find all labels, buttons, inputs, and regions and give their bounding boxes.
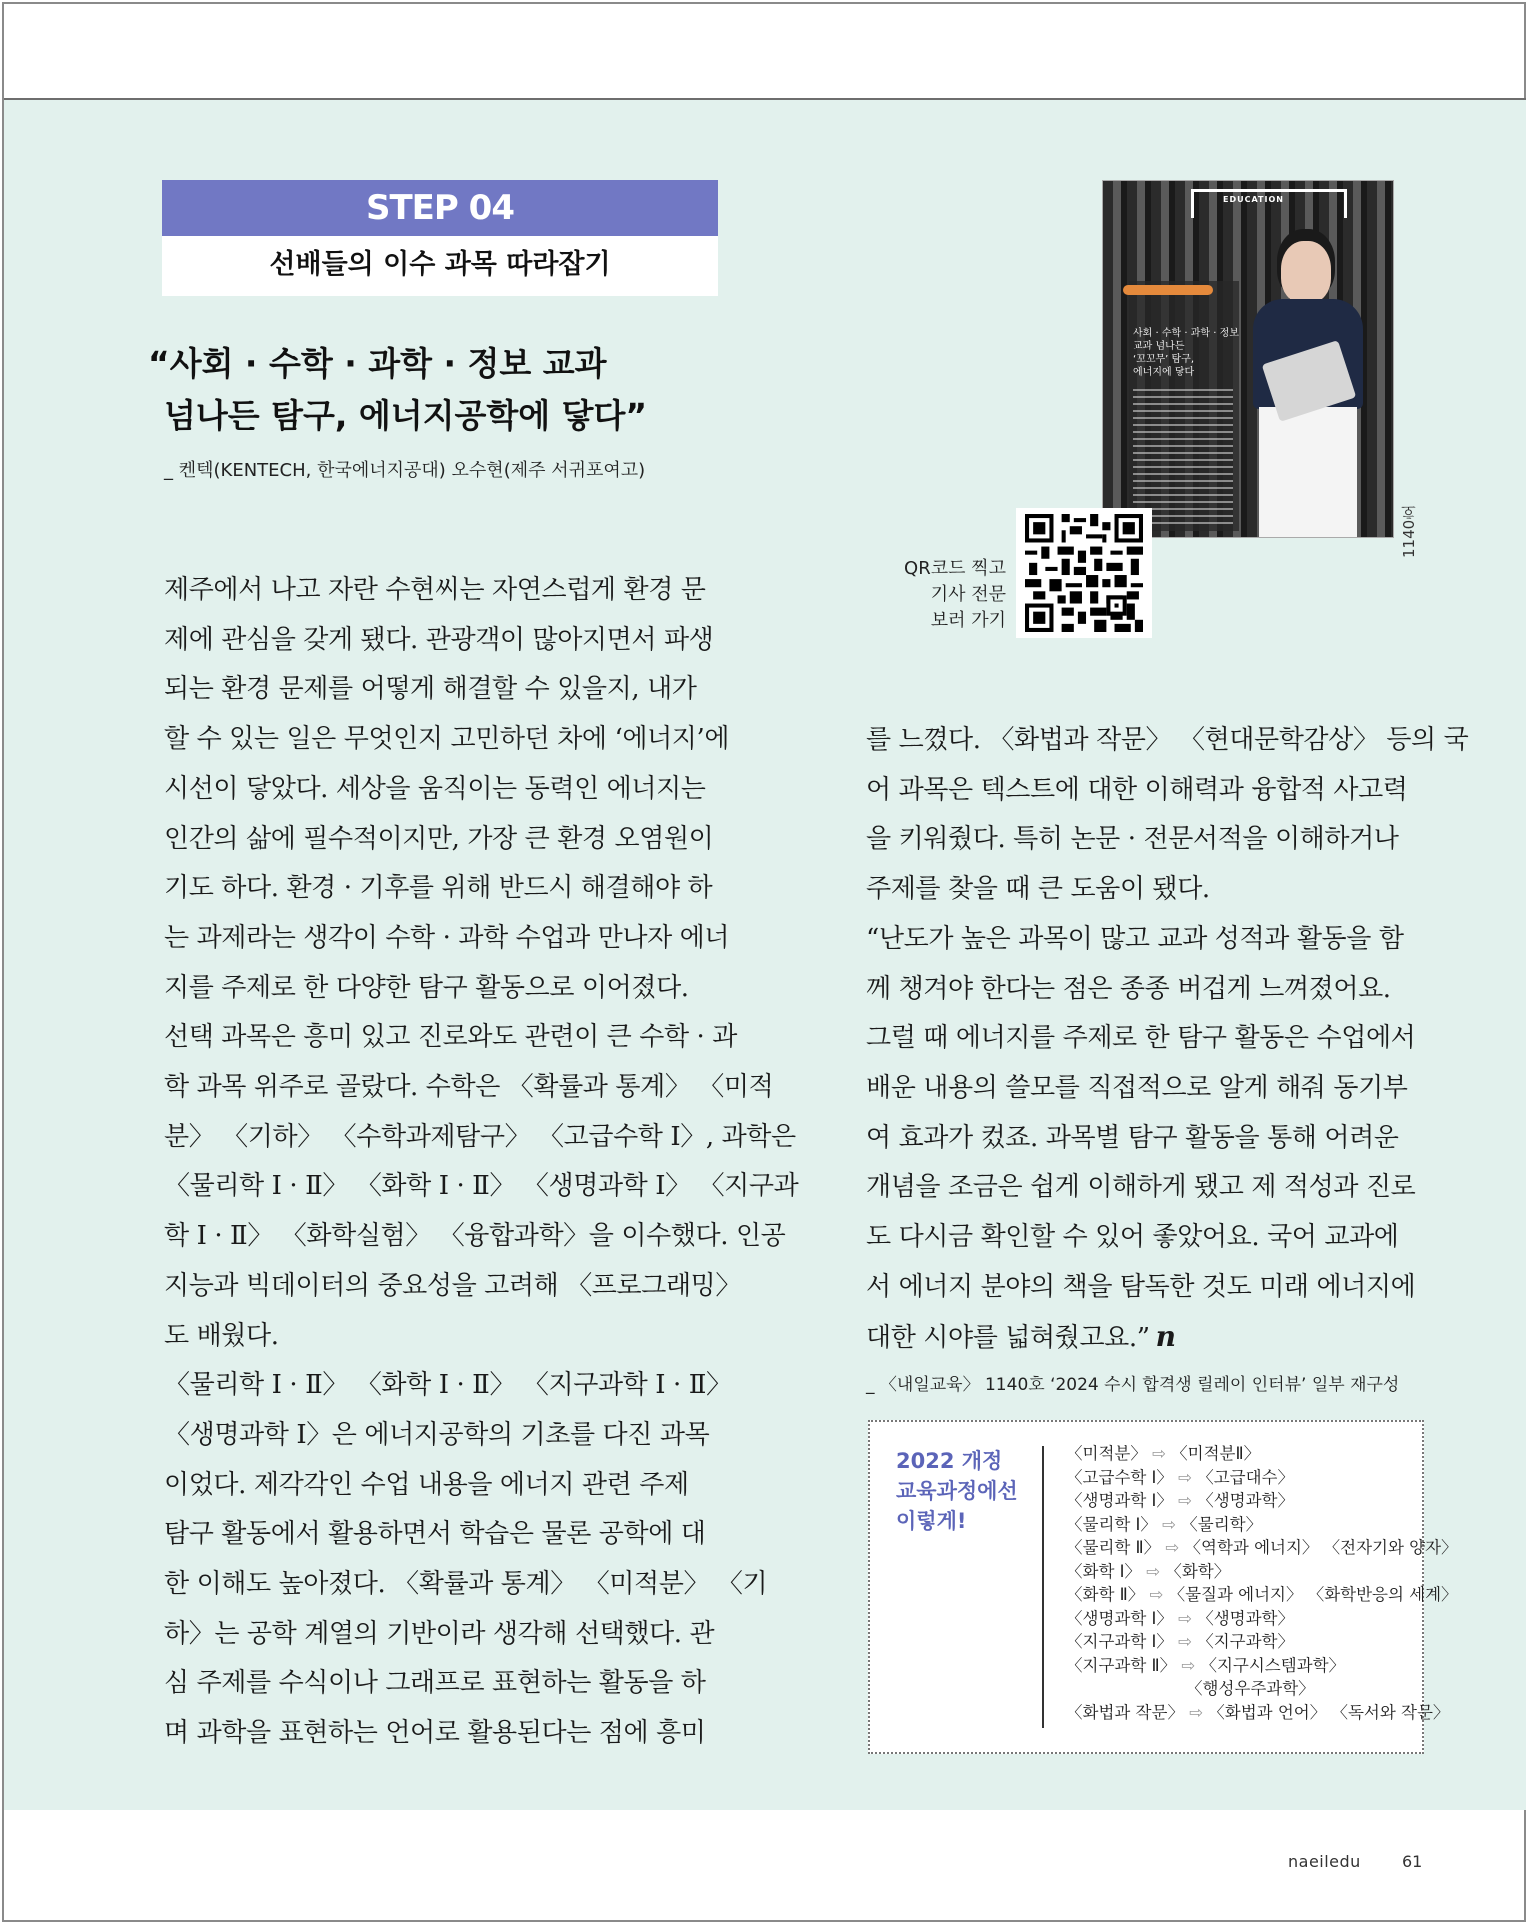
body-line: 탐구 활동에서 활용하면서 학습은 물론 공학에 대 [164,1519,706,1550]
arrow-right-icon: ⇨ [1172,1608,1198,1628]
body-line: 며 과학을 표현하는 언어로 활용된다는 점에 흥미 [164,1718,706,1749]
body-line: 학 과목 위주로 골랐다. 수학은 〈확률과 통계〉 〈미적 [164,1072,774,1103]
body-line: “난도가 높은 과목이 많고 교과 성적과 활동을 함 [866,923,1404,954]
arrow-right-icon: ⇨ [1144,1585,1169,1604]
arrow-right-icon: ⇨ [1146,1444,1172,1463]
cover-section-label: EDUCATION [1223,195,1284,204]
old-subject: 〈지구과학 Ⅱ〉 [1066,1655,1177,1675]
new-subject: 〈생명과학〉 [1197,1608,1294,1628]
cover-headline-line: ‘꼬꼬무’ 탐구, [1133,354,1195,365]
info-box-divider [1042,1446,1044,1728]
body-line: 기도 하다. 환경 · 기후를 위해 반드시 해결해야 하 [164,873,713,904]
body-line: 할 수 있는 일은 무엇인지 고민하던 차에 ‘에너지’에 [164,724,730,755]
headline-line-2: 넘나든 탐구, 에너지공학에 닿다” [164,396,648,435]
new-subject: 〈지구시스템과학〉 [1200,1655,1346,1675]
curriculum-change-list [1066,1442,1458,1724]
old-subject: 〈미적분〉 [1066,1444,1147,1463]
end-mark-icon: n [1155,1320,1176,1354]
body-line: 선택 과목은 흥미 있고 진로와도 관련이 큰 수학 · 과 [164,1022,737,1053]
person-skirt [1259,407,1357,538]
new-subject: 〈생명과학〉 [1197,1491,1294,1510]
arrow-right-icon: ⇨ [1176,1655,1201,1675]
old-subject: 〈물리학 Ⅱ〉 [1066,1538,1161,1557]
body-line: 주제를 찾을 때 큰 도움이 됐다. [866,874,1210,905]
body-line: 인간의 삶에 필수적이지만, 가장 큰 환경 오염원이 [164,823,714,854]
body-line: 제에 관심을 갖게 됐다. 관광객이 많아지면서 파생 [164,624,714,655]
curriculum-row [1066,1466,1458,1490]
body-line: 도 다시금 확인할 수 있어 좋았어요. 국어 교과에 [866,1222,1399,1253]
body-line-last [866,1312,1426,1364]
curriculum-change-box [868,1420,1458,1754]
arrow-right-icon: ⇨ [1172,1467,1198,1487]
curriculum-row [1066,1607,1458,1631]
curriculum-row [1066,1536,1458,1560]
old-subject: 〈화학 Ⅱ〉 [1066,1585,1145,1604]
new-subject: 〈화학〉 [1165,1561,1231,1581]
qr-code-icon[interactable] [1016,508,1152,638]
qr-label-line: 기사 전문 [930,584,1006,605]
body-line: 학 Ⅰ · Ⅱ〉 〈화학실험〉 〈융합과학〉을 이수했다. 인공 [164,1221,786,1252]
cover-tag-icon [1123,285,1213,295]
cover-headline-line: 교과 넘나든 [1133,341,1185,352]
curriculum-row [1066,1654,1458,1678]
curriculum-row [1066,1701,1458,1725]
info-title-line: 교육과정에선 [896,1479,1018,1503]
source-credit: _ 〈내일교육〉 1140호 ‘2024 수시 합격생 릴레이 인터뷰’ 일부 재구성 [866,1375,1400,1395]
arrow-right-icon: ⇨ [1160,1538,1185,1557]
step-banner [162,180,718,296]
new-subject: 〈미적분Ⅱ〉 [1171,1444,1261,1463]
old-subject: 〈화학 Ⅰ〉 [1066,1561,1141,1581]
curriculum-row [1066,1630,1458,1654]
old-subject: 〈생명과학 Ⅰ〉 [1066,1491,1173,1510]
body-column-right [866,716,1469,1364]
cover-headline-line: 사회 · 수학 · 과학 · 정보 [1133,328,1239,339]
old-subject: 〈화법과 작문〉 [1066,1702,1184,1722]
curriculum-row [1066,1560,1458,1584]
body-line: 분〉 〈기하〉 〈수학과제탐구〉 〈고급수학 Ⅰ〉, 과학은 [164,1121,796,1152]
body-line: 그럴 때 에너지를 주제로 한 탐구 활동은 수업에서 [866,1023,1416,1054]
old-subject: 〈지구과학 Ⅰ〉 [1066,1632,1173,1651]
new-subject: 〈물질과 에너지〉 〈화학반응의 세계〉 [1168,1585,1458,1604]
article-headline [148,338,768,442]
body-line: 시선이 닿았다. 세상을 움직이는 동력인 에너지는 [164,773,706,804]
body-line: 을 키워줬다. 특히 논문 · 전문서적을 이해하거나 [866,824,1399,855]
body-line: 〈물리학 Ⅰ · Ⅱ〉 〈화학 Ⅰ · Ⅱ〉 〈생명과학 Ⅰ〉 〈지구과 [164,1171,799,1202]
old-subject: 〈생명과학 Ⅰ〉 [1066,1608,1173,1628]
issue-number: 1140호 [1400,504,1418,558]
body-line: 는 과제라는 생각이 수학 · 과학 수업과 만나자 에너 [164,922,730,953]
body-column-left [164,566,799,1759]
body-line: 〈물리학 Ⅰ · Ⅱ〉 〈화학 Ⅰ · Ⅱ〉 〈지구과학 Ⅰ · Ⅱ〉 [164,1370,732,1401]
body-line: 개념을 조금은 쉽게 이해하게 됐고 제 적성과 진로 [866,1172,1416,1203]
cover-headline-line: 에너지에 닿다 [1133,367,1195,378]
body-line: 를 느꼈다. 〈화법과 작문〉 〈현대문학감상〉 등의 국 [866,725,1469,755]
new-subject: 〈고급대수〉 [1197,1467,1294,1487]
byline: _ 켄텍(KENTECH, 한국에너지공대) 오수현(제주 서귀포여고) [164,460,646,481]
body-line: 서 에너지 분야의 책을 탐독한 것도 미래 에너지에 [866,1271,1416,1302]
old-subject: 〈물리학 Ⅰ〉 [1066,1514,1157,1534]
curriculum-row [1066,1583,1458,1607]
new-subject: 〈역학과 에너지〉 〈전자기와 양자〉 [1184,1538,1458,1557]
arrow-right-icon: ⇨ [1183,1702,1209,1722]
new-subject: 〈화법과 언어〉 〈독서와 작문〉 [1208,1702,1450,1722]
page-number: 61 [1402,1852,1423,1871]
qr-label [880,556,1006,634]
body-line: 도 배웠다. [164,1320,279,1351]
headline-line-1: “사회 · 수학 · 과학 · 정보 교과 [148,344,607,383]
footer-brand: naeiledu [1288,1852,1361,1871]
body-line: 심 주제를 수식이나 그래프로 표현하는 활동을 하 [164,1668,706,1699]
body-line: 배운 내용의 쓸모를 직접적으로 알게 해줘 동기부 [866,1072,1408,1103]
info-box-title [896,1446,1026,1536]
old-subject: 〈고급수학 Ⅰ〉 [1066,1467,1173,1487]
curriculum-row [1066,1513,1458,1537]
body-line: 제주에서 나고 자란 수현씨는 자연스럽게 환경 문 [164,575,706,605]
curriculum-row [1066,1677,1458,1701]
arrow-right-icon: ⇨ [1141,1561,1166,1581]
new-subject: 〈행성우주과학〉 [1186,1679,1315,1698]
body-line: 하〉는 공학 계열의 기반이라 생각해 선택했다. 관 [164,1618,715,1649]
curriculum-row [1066,1489,1458,1513]
body-line: 되는 환경 문제를 어떻게 해결할 수 있을지, 내가 [164,674,697,705]
arrow-right-icon: ⇨ [1172,1632,1198,1651]
body-line: 어 과목은 텍스트에 대한 이해력과 융합적 사고력 [866,774,1408,805]
cover-person-photo [1233,241,1383,538]
arrow-right-icon: ⇨ [1172,1491,1198,1510]
body-line: 께 챙겨야 한다는 점은 종종 버겁게 느껴졌어요. [866,973,1391,1004]
new-subject: 〈물리학〉 [1181,1514,1263,1534]
body-line-text: 대한 시야를 넓혀줬고요.” [866,1323,1150,1354]
cover-headline [1133,327,1243,379]
qr-code-graphic [1024,514,1144,632]
step-subtitle: 선배들의 이수 과목 따라잡기 [162,236,718,296]
body-line: 여 효과가 컸죠. 과목별 탐구 활동을 통해 어려운 [866,1122,1399,1153]
qr-label-line: 보러 가기 [930,610,1006,631]
body-line: 지능과 빅데이터의 중요성을 고려해 〈프로그래밍〉 [164,1270,741,1301]
qr-label-line: QR코드 찍고 [904,558,1006,579]
body-line: 이었다. 제각각인 수업 내용을 에너지 관련 주제 [164,1469,689,1500]
body-line: 한 이해도 높아졌다. 〈확률과 통계〉 〈미적분〉 〈기 [164,1569,768,1600]
curriculum-row [1066,1442,1458,1466]
body-line: 〈생명과학 Ⅰ〉은 에너지공학의 기초를 다진 과목 [164,1419,710,1450]
arrow-right-icon: ⇨ [1156,1514,1182,1534]
info-title-line: 이렇게! [896,1509,967,1533]
step-label: STEP 04 [162,180,718,236]
info-title-line: 2022 개정 [896,1449,1003,1473]
magazine-cover-thumbnail[interactable] [1102,180,1394,538]
new-subject: 〈지구과학〉 [1197,1632,1294,1651]
person-head [1281,241,1331,303]
body-line: 지를 주제로 한 다양한 탐구 활동으로 이어졌다. [164,972,689,1003]
